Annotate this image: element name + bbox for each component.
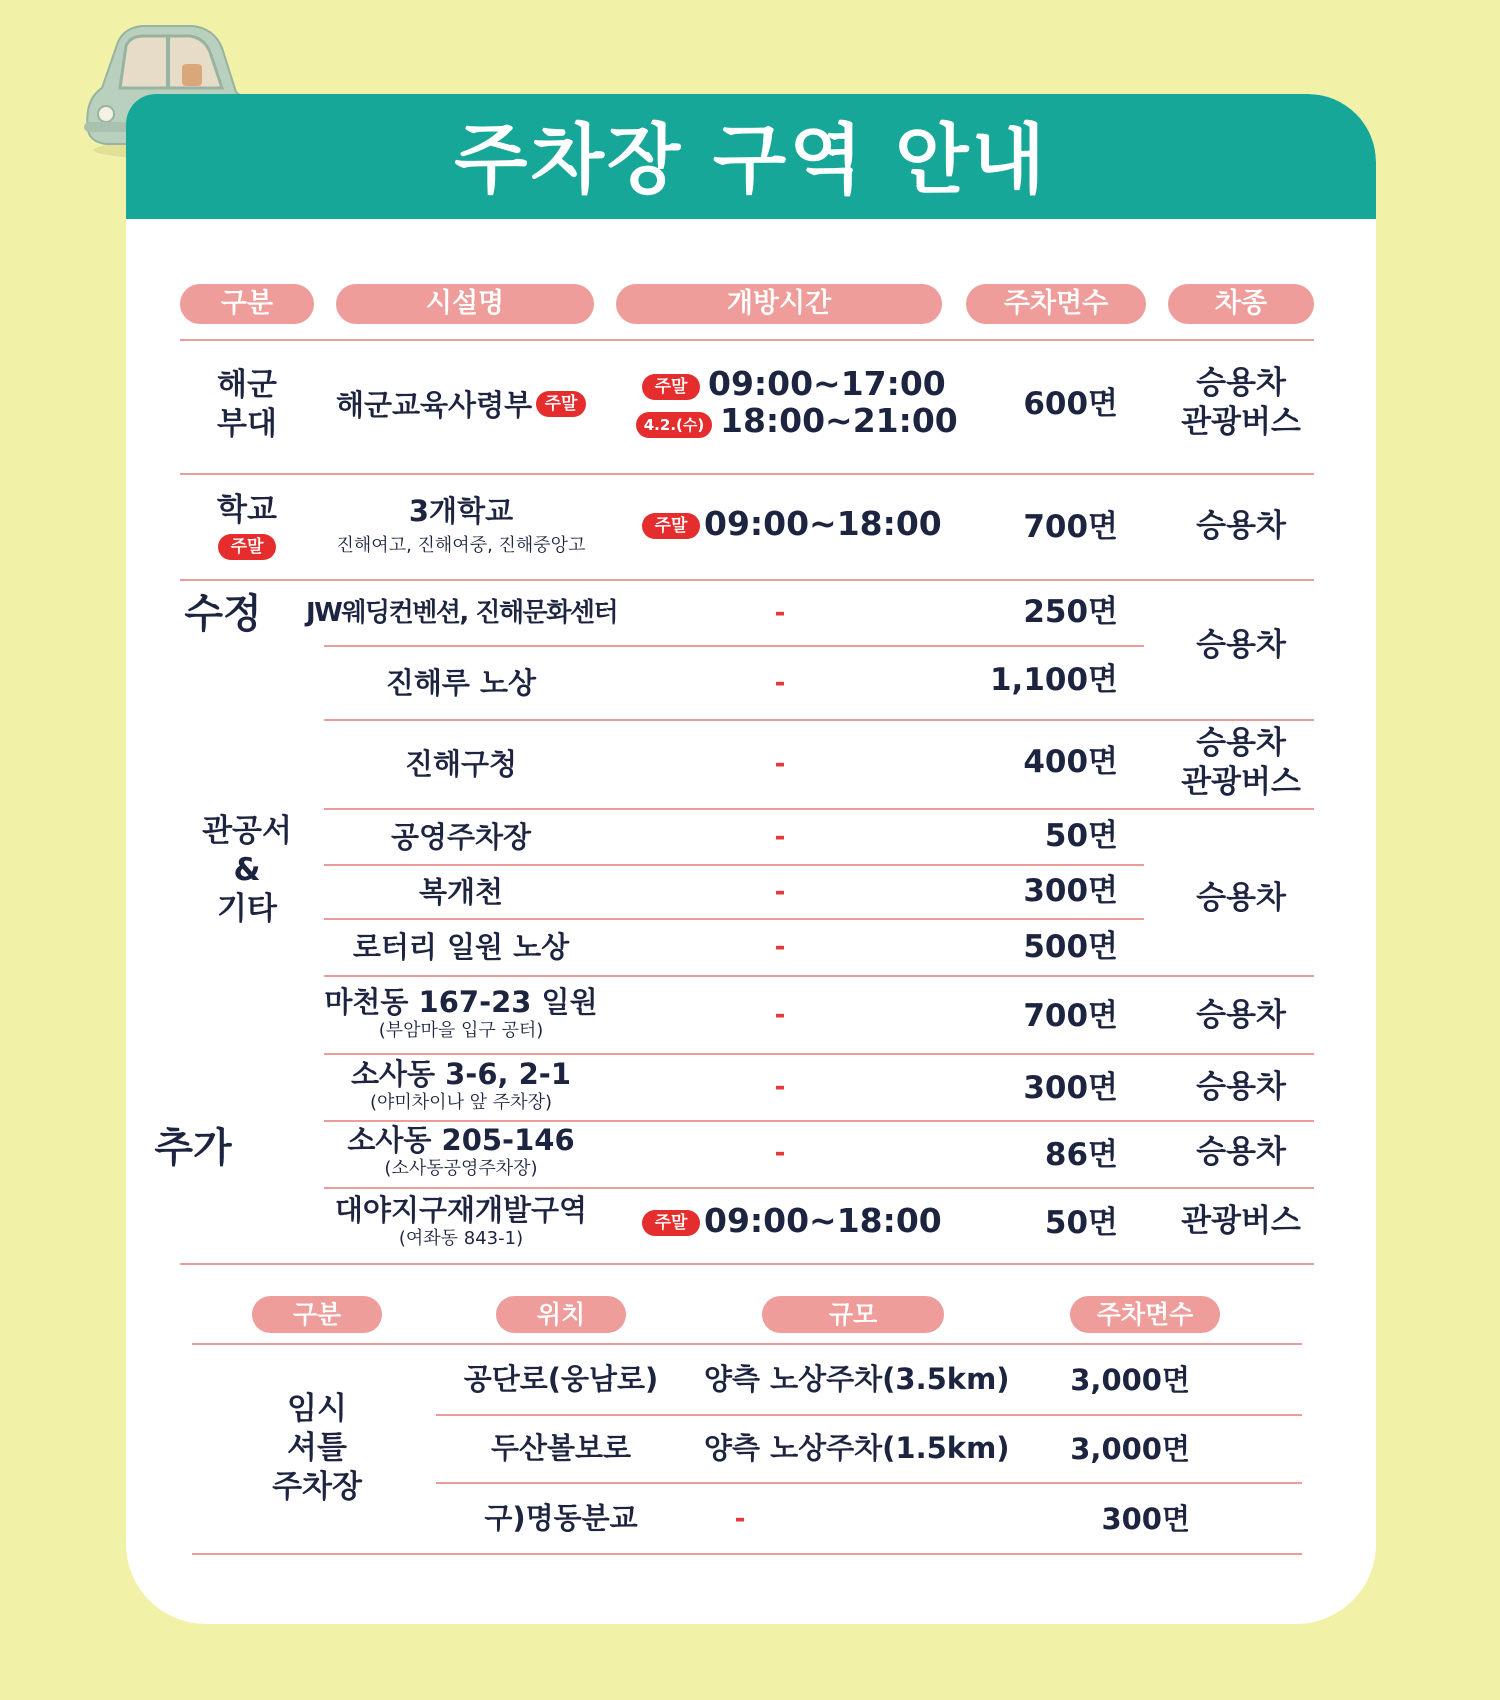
header-spaces: 주차면수 bbox=[966, 284, 1146, 324]
facility-detail: 진해여고, 진해여중, 진해중앙고 bbox=[336, 535, 586, 556]
parking-spaces: 86면 bbox=[1044, 1137, 1118, 1173]
header-vehicle: 차종 bbox=[1168, 284, 1314, 324]
shuttle-divider bbox=[436, 1414, 1302, 1416]
facility-detail: (여좌동 843-1) bbox=[398, 1228, 524, 1249]
row-divider bbox=[180, 1263, 1314, 1265]
vehicle-type: 승용차 bbox=[1196, 1134, 1286, 1170]
row-divider bbox=[324, 1187, 1314, 1189]
group-navy: 해군 부대 bbox=[217, 367, 277, 442]
parking-spaces: 50면 bbox=[1044, 1205, 1118, 1241]
facility-name: 해군교육사령부 bbox=[336, 388, 533, 422]
row-divider bbox=[324, 864, 1144, 866]
row-divider bbox=[324, 645, 1144, 647]
row-divider bbox=[324, 975, 1314, 977]
facility-name: 진해구청 bbox=[404, 747, 518, 781]
date-badge: 4.2.(수) bbox=[636, 412, 712, 438]
shuttle-scale: 양측 노상주차(3.5km) bbox=[704, 1362, 1010, 1396]
facility-name: 진해루 노상 bbox=[385, 666, 537, 700]
shuttle-location: 공단로(웅남로) bbox=[463, 1362, 659, 1396]
open-hours: 09:00~17:00 bbox=[708, 364, 946, 403]
group-school: 학교 bbox=[217, 492, 277, 528]
parking-spaces: 500면 bbox=[1023, 929, 1118, 965]
parking-spaces: 400면 bbox=[1023, 744, 1118, 780]
vehicle-type: 승용차 bbox=[1196, 627, 1286, 663]
row-divider bbox=[324, 918, 1144, 920]
shuttle-category: 임시 셔틀 주차장 bbox=[272, 1391, 362, 1505]
facility-name: 복개천 bbox=[418, 875, 504, 909]
page-title: 주차장 구역 안내 bbox=[454, 115, 1048, 204]
facility-detail: (소사동공영주차장) bbox=[384, 1158, 538, 1179]
facility-detail: (야미차이나 앞 주차장) bbox=[370, 1092, 552, 1113]
parking-spaces: 600면 bbox=[1023, 386, 1118, 422]
shuttle-divider bbox=[192, 1553, 1302, 1555]
weekend-badge: 주말 bbox=[642, 1210, 700, 1236]
open-hours-dash: - bbox=[774, 749, 786, 779]
vehicle-type: 승용차 bbox=[1196, 880, 1286, 916]
shuttle-header-spaces: 주차면수 bbox=[1070, 1296, 1220, 1333]
open-hours-dash: - bbox=[774, 822, 786, 852]
facility-name: 대야지구재개발구역 bbox=[334, 1193, 588, 1227]
parking-info-card bbox=[126, 94, 1376, 1624]
facility-name: JW웨딩컨벤션, 진해문화센터 bbox=[306, 598, 618, 628]
facility-name: 공영주차장 bbox=[390, 820, 532, 854]
row-divider bbox=[324, 808, 1314, 810]
vehicle-type: 승용차 bbox=[1196, 1069, 1286, 1105]
group-sujeong: 수정 bbox=[184, 591, 262, 637]
row-divider bbox=[180, 473, 1314, 475]
row-divider bbox=[324, 719, 1314, 721]
vehicle-type: 승용차 bbox=[1196, 508, 1286, 544]
parking-spaces: 700면 bbox=[1023, 998, 1118, 1034]
vehicle-type: 승용차 bbox=[1196, 997, 1286, 1033]
open-hours-dash: - bbox=[774, 932, 786, 962]
open-hours-dash: - bbox=[774, 877, 786, 907]
vehicle-type: 승용차 관광버스 bbox=[1181, 725, 1301, 800]
open-hours-dash: - bbox=[774, 1072, 786, 1102]
facility-name: 3개학교 bbox=[408, 494, 514, 528]
vehicle-type: 승용차 관광버스 bbox=[1181, 365, 1301, 440]
shuttle-scale: 양측 노상주차(1.5km) bbox=[704, 1431, 1010, 1465]
shuttle-header-scale: 규모 bbox=[762, 1296, 944, 1333]
row-divider bbox=[180, 339, 1314, 341]
shuttle-location: 구)명동분교 bbox=[484, 1501, 638, 1535]
shuttle-spaces: 3,000면 bbox=[1070, 1363, 1190, 1397]
shuttle-spaces: 3,000면 bbox=[1070, 1432, 1190, 1466]
weekend-badge: 주말 bbox=[536, 391, 586, 417]
facility-name: 소사동 3-6, 2-1 bbox=[350, 1057, 572, 1091]
shuttle-scale-dash: - bbox=[734, 1504, 746, 1534]
facility-name: 로터리 일원 노상 bbox=[352, 930, 570, 964]
group-added: 추가 bbox=[154, 1125, 232, 1171]
parking-spaces: 300면 bbox=[1023, 873, 1118, 909]
facility-name: 마천동 167-23 일원 bbox=[324, 985, 598, 1019]
parking-spaces: 700면 bbox=[1023, 509, 1118, 545]
vehicle-type: 관광버스 bbox=[1181, 1203, 1301, 1239]
shuttle-header-location: 위치 bbox=[496, 1296, 626, 1333]
facility-name: 소사동 205-146 bbox=[347, 1123, 575, 1157]
shuttle-header-category: 구분 bbox=[252, 1296, 382, 1333]
parking-spaces: 250면 bbox=[1023, 594, 1118, 630]
header-hours: 개방시간 bbox=[616, 284, 942, 324]
weekend-badge: 주말 bbox=[642, 513, 700, 539]
shuttle-spaces: 300면 bbox=[1101, 1502, 1190, 1536]
open-hours-dash: - bbox=[774, 598, 786, 628]
school-weekend-badge: 주말 bbox=[218, 534, 276, 560]
parking-spaces: 50면 bbox=[1044, 818, 1118, 854]
shuttle-divider bbox=[192, 1343, 1302, 1345]
shuttle-divider bbox=[436, 1482, 1302, 1484]
shuttle-location: 두산볼보로 bbox=[490, 1431, 632, 1465]
row-divider bbox=[180, 579, 1314, 581]
parking-spaces: 1,100면 bbox=[989, 662, 1118, 698]
header-facility: 시설명 bbox=[336, 284, 594, 324]
parking-spaces: 300면 bbox=[1023, 1070, 1118, 1106]
open-hours: 18:00~21:00 bbox=[720, 401, 958, 440]
facility-detail: (부암마을 입구 공터) bbox=[378, 1020, 544, 1041]
group-public: 관공서 & 기타 bbox=[202, 813, 292, 927]
open-hours-dash: - bbox=[774, 668, 786, 698]
open-hours: 09:00~18:00 bbox=[704, 504, 942, 543]
header-category: 구분 bbox=[180, 284, 314, 324]
open-hours-dash: - bbox=[774, 1000, 786, 1030]
open-hours-dash: - bbox=[774, 1138, 786, 1168]
weekend-badge: 주말 bbox=[642, 374, 700, 400]
open-hours: 09:00~18:00 bbox=[704, 1201, 942, 1240]
